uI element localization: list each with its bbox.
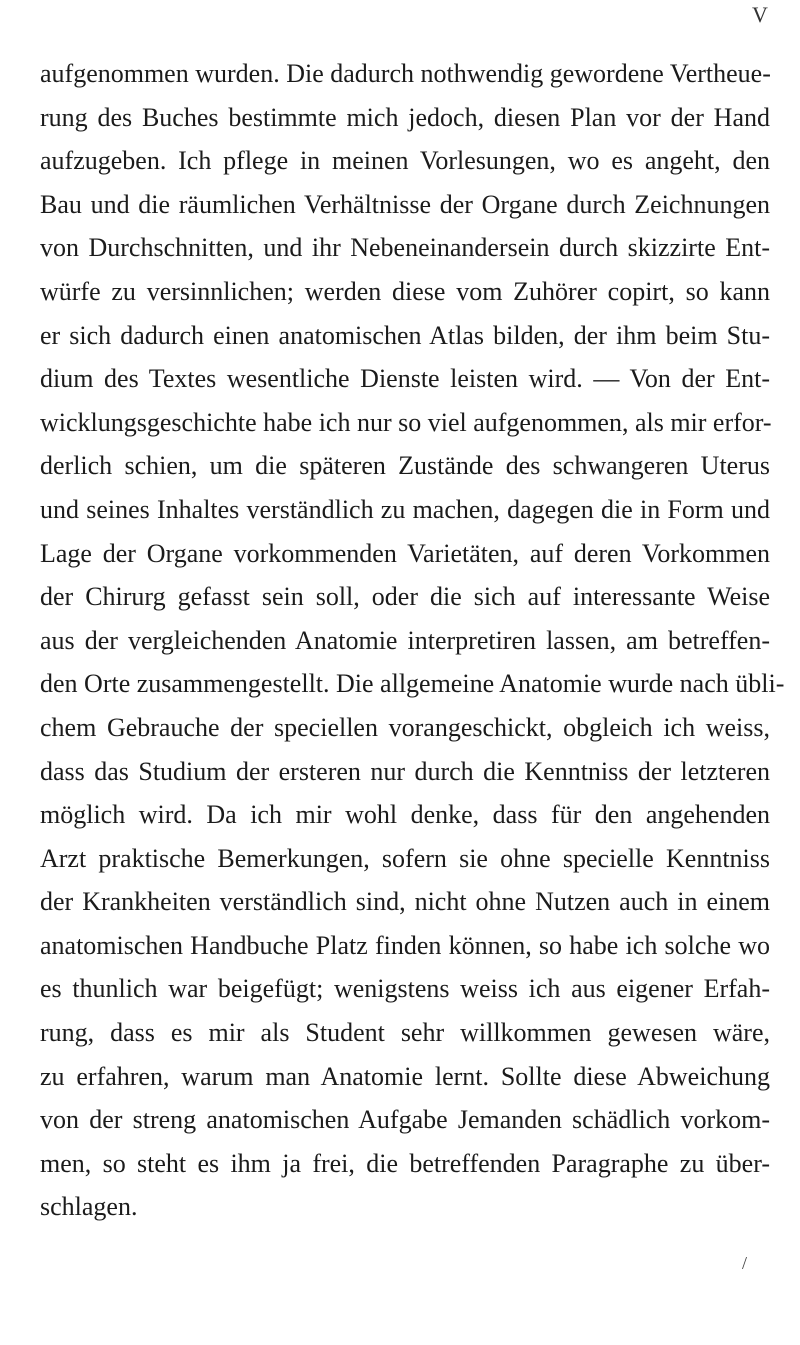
body-text	[40, 52, 785, 1229]
text-line: dass das Studium der ersteren nur durch die Kenntniss der letzteren	[40, 756, 770, 786]
page-number: V	[752, 2, 768, 27]
text-line: und seines Inhaltes verständlich zu machen, dagegen die in Form und	[40, 494, 770, 524]
text-line: chem Gebrauche der speciellen vorangeschickt, obgleich ich weiss,	[40, 712, 770, 742]
text-line: schlagen.	[40, 1192, 138, 1222]
text-line: aufgenommen wurden. Die dadurch nothwendig gewordene Vertheue-	[40, 59, 771, 88]
text-line: dium des Textes wesentliche Dienste leisten wird. — Von der Ent-	[40, 364, 770, 394]
text-line: aus der vergleichenden Anatomie interpretiren lassen, am betreffen-	[40, 625, 770, 655]
text-line: men, so steht es ihm ja frei, die betreffenden Paragraphe zu über-	[40, 1148, 770, 1178]
text-line: möglich wird. Da ich mir wohl denke, dass für den angehenden	[40, 800, 770, 830]
text-line: rung, dass es mir als Student sehr willkommen gewesen wäre,	[40, 1018, 770, 1048]
text-line: der Chirurg gefasst sein soll, oder die sich auf interessante Weise	[40, 582, 770, 612]
text-line: Lage der Organe vorkommenden Varietäten, auf deren Vorkommen	[40, 538, 770, 568]
stray-mark: /	[742, 1253, 748, 1273]
text-line: rung des Buches bestimmte mich jedoch, diesen Plan vor der Hand	[40, 102, 770, 132]
text-line: zu erfahren, warum man Anatomie lernt. Sollte diese Abweichung	[40, 1061, 770, 1091]
text-line: er sich dadurch einen anatomischen Atlas bilden, der ihm beim Stu-	[40, 320, 770, 350]
text-line: der Krankheiten verständlich sind, nicht ohne Nutzen auch in einem	[40, 887, 770, 917]
text-line: würfe zu versinnlichen; werden diese vom Zuhörer copirt, so kann	[40, 276, 770, 306]
text-line: Bau und die räumlichen Verhältnisse der Organe durch Zeichnungen	[40, 189, 770, 219]
text-line: derlich schien, um die späteren Zustände des schwangeren Uterus	[40, 451, 770, 481]
text-line: anatomischen Handbuche Platz finden können, so habe ich solche wo	[40, 930, 770, 960]
text-line: von Durchschnitten, und ihr Nebeneinandersein durch skizzirte Ent-	[40, 233, 770, 263]
text-line: von der streng anatomischen Aufgabe Jemanden schädlich vorkom-	[40, 1105, 770, 1135]
text-line: aufzugeben. Ich pflege in meinen Vorlesungen, wo es angeht, den	[40, 146, 770, 176]
text-line: wicklungsgeschichte habe ich nur so viel aufgenommen, als mir erfor-	[40, 407, 772, 437]
text-line: Arzt praktische Bemerkungen, sofern sie ohne specielle Kenntniss	[40, 843, 770, 873]
text-line: den Orte zusammengestellt. Die allgemeine Anatomie wurde nach übli-	[40, 669, 785, 699]
text-line: es thunlich war beigefügt; wenigstens weiss ich aus eigener Erfah-	[40, 974, 770, 1004]
